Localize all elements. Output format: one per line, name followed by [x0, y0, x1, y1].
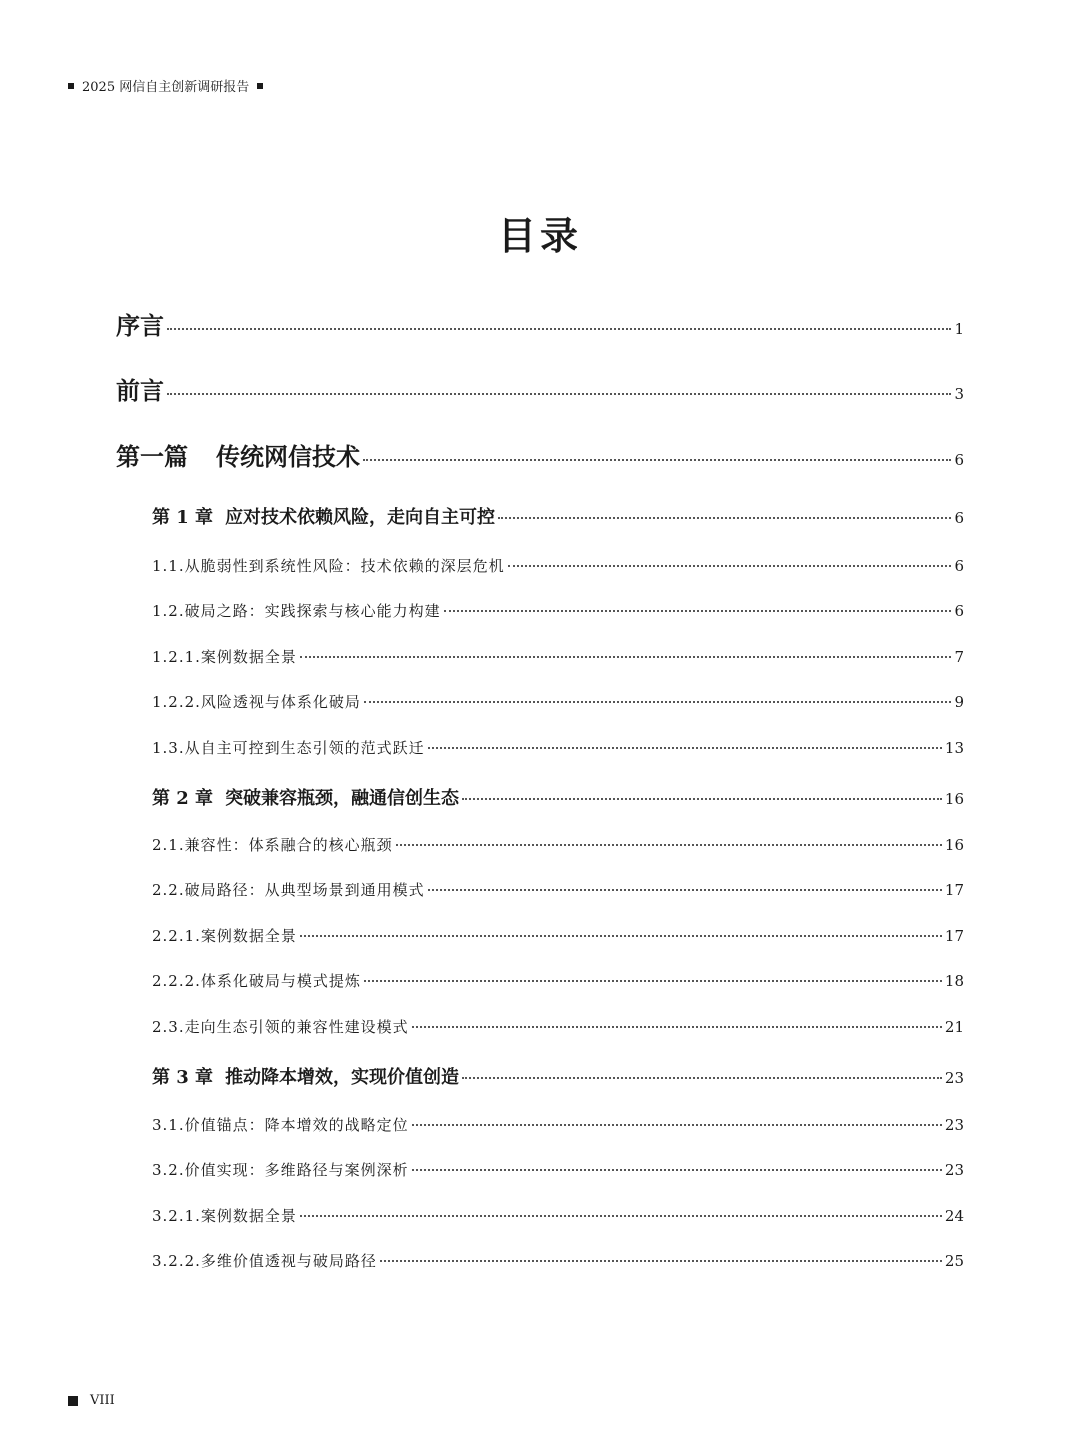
toc-entry-section-2-2-1[interactable] [152, 925, 964, 946]
page-footer [68, 1393, 115, 1408]
toc-entry-label: 序言 [116, 311, 164, 340]
dot-leader [462, 1077, 942, 1079]
dot-leader [300, 1215, 942, 1217]
toc-entry-label: 3.2.价值实现：多维路径与案例深析 [152, 1161, 409, 1179]
toc-page-number: 6 [954, 602, 964, 620]
toc-entry-section-3-2-2[interactable] [152, 1250, 964, 1271]
toc-entry-foreword[interactable] [116, 371, 964, 406]
toc-entry-section-1-2-2[interactable] [152, 691, 964, 712]
toc-page-number: 3 [954, 385, 964, 403]
toc-page-number: 21 [944, 1018, 964, 1036]
chapter-title: 应对技术依赖风险，走向自主可控 [225, 507, 496, 528]
toc-entry-label: 2.1.兼容性：体系融合的核心瓶颈 [152, 836, 393, 854]
toc-entry-section-3-2[interactable] [152, 1159, 964, 1180]
toc-page-number: 6 [954, 557, 964, 575]
toc-page-number: 17 [944, 927, 964, 945]
toc-entry-label [152, 1063, 459, 1089]
toc-entry-section-1-1[interactable] [152, 555, 964, 576]
toc-entry-label: 前言 [116, 376, 164, 405]
toc-entry-chapter-1[interactable] [152, 503, 964, 529]
toc-entry-label: 3.1.价值锚点：降本增效的战略定位 [152, 1116, 409, 1134]
dot-leader [444, 610, 952, 612]
dot-leader [364, 980, 942, 982]
dot-leader [364, 701, 952, 703]
part-number: 第一篇 [116, 442, 188, 471]
dot-leader [412, 1169, 942, 1171]
toc-page-number: 23 [944, 1116, 964, 1134]
toc-page-number: 23 [944, 1161, 964, 1179]
toc-page-number: 1 [954, 320, 964, 338]
toc-entry-chapter-3[interactable] [152, 1063, 964, 1089]
toc-entry-label: 2.3.走向生态引领的兼容性建设模式 [152, 1018, 409, 1036]
toc-entry-label: 1.2.破局之路：实践探索与核心能力构建 [152, 602, 441, 620]
toc-page-number: 7 [954, 648, 964, 666]
toc-entry-label: 1.1.从脆弱性到系统性风险：技术依赖的深层危机 [152, 557, 505, 575]
toc-entry-section-3-2-1[interactable] [152, 1205, 964, 1226]
running-title: 2025 网信自主创新调研报告 [82, 80, 250, 95]
dot-leader [300, 656, 952, 658]
toc-entry-label [152, 503, 495, 529]
dot-leader [167, 328, 951, 330]
dot-leader [380, 1260, 942, 1262]
dot-leader [396, 844, 942, 846]
toc-page-number: 24 [944, 1207, 964, 1225]
dot-leader [363, 459, 951, 461]
toc-page-number: 25 [944, 1252, 964, 1270]
dot-leader [300, 935, 942, 937]
toc-entry-section-1-2[interactable] [152, 600, 964, 621]
toc-entry-label [116, 437, 360, 472]
chapter-number: 第 2 章 [152, 788, 214, 809]
dot-leader [428, 889, 942, 891]
toc-entry-section-2-1[interactable] [152, 834, 964, 855]
toc-page-number: 18 [944, 972, 964, 990]
toc-entry-chapter-2[interactable] [152, 784, 964, 810]
toc-entry-label: 1.2.1.案例数据全景 [152, 648, 297, 666]
toc-entry-label: 2.2.破局路径：从典型场景到通用模式 [152, 881, 425, 899]
dot-leader [462, 798, 942, 800]
toc-entry-section-3-1[interactable] [152, 1114, 964, 1135]
toc-page-number: 13 [944, 739, 964, 757]
toc-entry-part-1[interactable] [116, 437, 964, 472]
toc-entry-preface[interactable] [116, 306, 964, 341]
toc-entry-section-1-2-1[interactable] [152, 646, 964, 667]
dot-leader [412, 1026, 942, 1028]
dot-leader [412, 1124, 942, 1126]
toc-page-number: 23 [944, 1069, 964, 1087]
chapter-number: 第 3 章 [152, 1067, 214, 1088]
toc-entry-label [152, 784, 459, 810]
dot-leader [167, 393, 951, 395]
toc-entry-label: 3.2.1.案例数据全景 [152, 1207, 297, 1225]
toc-page-number: 16 [944, 790, 964, 808]
toc-entry-label: 2.2.2.体系化破局与模式提炼 [152, 972, 361, 990]
toc-page-number: 9 [954, 693, 964, 711]
dot-leader [498, 517, 951, 519]
toc-entry-section-1-3[interactable] [152, 737, 964, 758]
toc-entry-label: 2.2.1.案例数据全景 [152, 927, 297, 945]
page-number: VIII [90, 1393, 115, 1408]
toc-entry-label: 1.3.从自主可控到生态引领的范式跃迁 [152, 739, 425, 757]
dot-leader [508, 565, 952, 567]
toc-page-number: 6 [954, 509, 964, 527]
toc-page-number: 17 [944, 881, 964, 899]
toc-entry-label: 3.2.2.多维价值透视与破局路径 [152, 1252, 377, 1270]
chapter-title: 推动降本增效，实现价值创造 [225, 1067, 460, 1088]
toc-page-number: 16 [944, 836, 964, 854]
toc-page-number: 6 [954, 451, 964, 469]
toc-entry-section-2-2-2[interactable] [152, 970, 964, 991]
toc-entry-label: 1.2.2.风险透视与体系化破局 [152, 693, 361, 711]
footer-square-icon [68, 1396, 78, 1406]
toc-entry-section-2-2[interactable] [152, 879, 964, 900]
chapter-title: 突破兼容瓶颈，融通信创生态 [225, 788, 460, 809]
chapter-number: 第 1 章 [152, 507, 214, 528]
toc-entry-section-2-3[interactable] [152, 1016, 964, 1037]
dot-leader [428, 747, 942, 749]
page-title: 目录 [497, 213, 582, 258]
part-title: 传统网信技术 [216, 442, 360, 471]
